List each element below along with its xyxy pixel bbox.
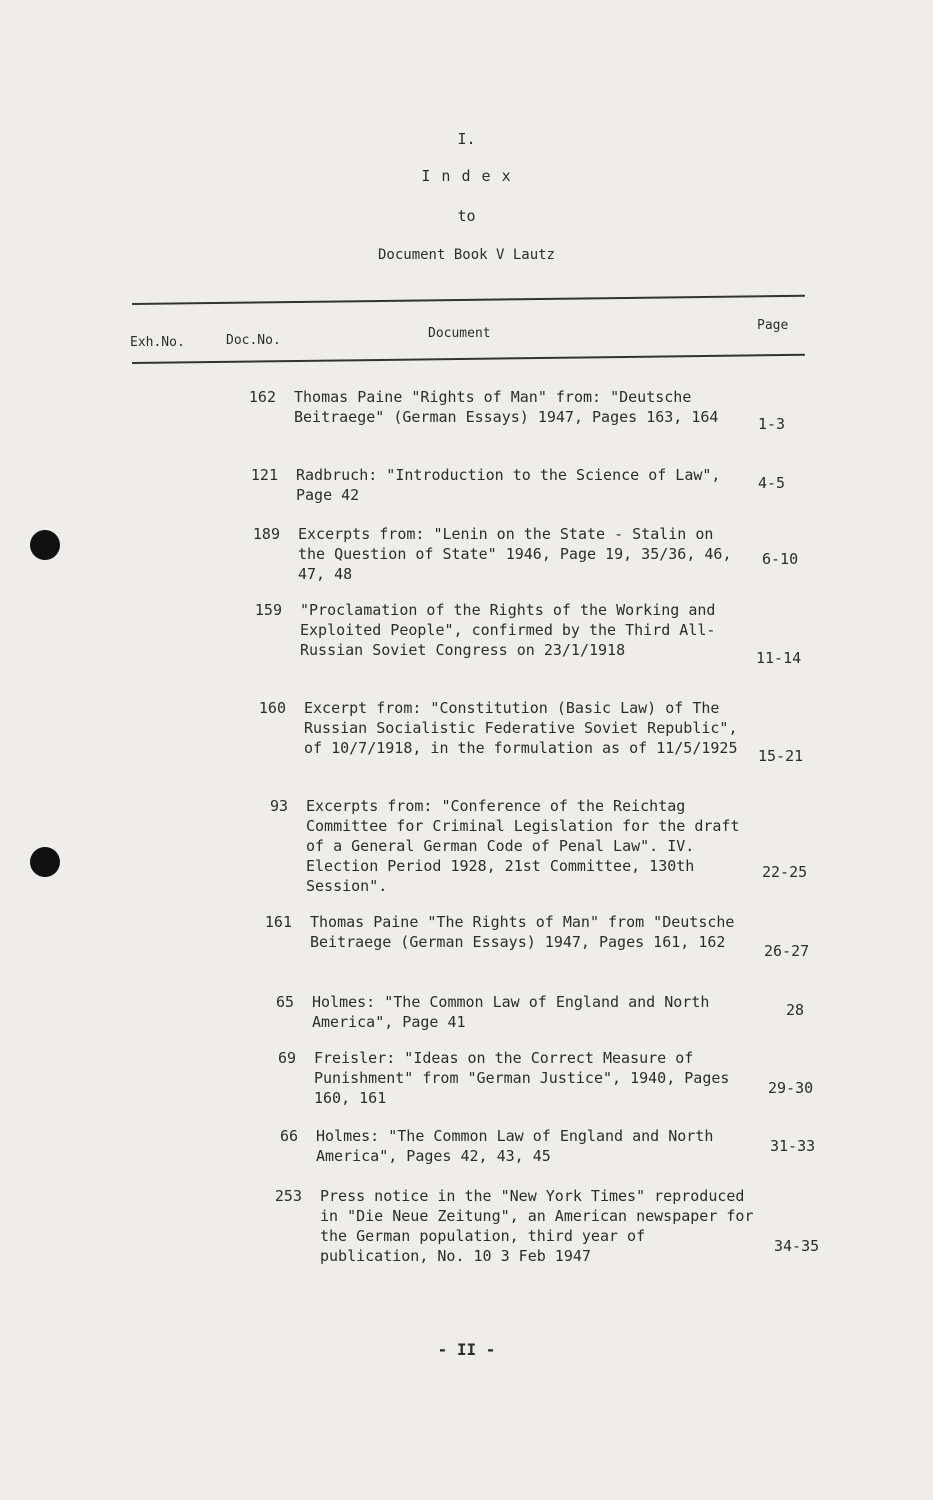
col-exh-no: Exh.No. bbox=[130, 335, 185, 350]
top-rule bbox=[132, 295, 805, 305]
entry-doc-no: 159 bbox=[254, 601, 282, 619]
entry-document: Excerpt from: "Constitution (Basic Law) of The Russian Socialistic Federative Soviet Republic", of 10/7/1918, in the formulation as of 11/5/1925 bbox=[304, 699, 738, 757]
entry-pages: 4-5 bbox=[758, 474, 786, 492]
entry-document: Freisler: "Ideas on the Correct Measure of Punishment" from "German Justice", 1940, Pages 160, 161 bbox=[314, 1049, 730, 1107]
entry-pages: 28 bbox=[786, 1001, 805, 1019]
entry-pages: 11-14 bbox=[756, 649, 802, 667]
entry-document: "Proclamation of the Rights of the Working and Exploited People", confirmed by the Third All-Russian Soviet Congress on 23/1/1918 bbox=[300, 601, 716, 659]
entry-pages: 29-30 bbox=[768, 1079, 814, 1097]
col-document: Document bbox=[428, 326, 491, 341]
entry-pages: 26-27 bbox=[764, 942, 810, 960]
entry-pages: 15-21 bbox=[758, 747, 804, 765]
entry-doc-no: 69 bbox=[277, 1049, 296, 1067]
entry-document: Holmes: "The Common Law of England and North America", Page 41 bbox=[312, 993, 710, 1031]
entry-doc-no: 160 bbox=[258, 699, 286, 717]
entry-document: Thomas Paine "The Rights of Man" from "Deutsche Beitraege (German Essays) 1947, Pages 161, 162 bbox=[310, 913, 735, 951]
entry-doc-no: 121 bbox=[250, 466, 278, 484]
entry-pages: 1-3 bbox=[758, 415, 786, 433]
page-number: - II - bbox=[437, 1340, 496, 1359]
header-book: Document Book V Lautz bbox=[377, 247, 555, 263]
entry-pages: 31-33 bbox=[770, 1137, 816, 1155]
punch-hole-bottom bbox=[30, 847, 60, 877]
entry-document: Radbruch: "Introduction to the Science of Law", Page 42 bbox=[296, 466, 721, 504]
entry-document: Holmes: "The Common Law of England and North America", Pages 42, 43, 45 bbox=[316, 1127, 714, 1165]
header-to: to bbox=[457, 207, 476, 225]
header-roman: I. bbox=[457, 130, 476, 148]
entry-doc-no: 253 bbox=[274, 1187, 302, 1205]
entry-document: Excerpts from: "Conference of the Reichtag Committee for Criminal Legislation for the draft of a General German Code of Penal Law". IV. Election Period 1928, 21st Committee, 130th Session". bbox=[306, 797, 740, 895]
entry-pages: 6-10 bbox=[762, 550, 799, 568]
punch-hole-top bbox=[30, 530, 60, 560]
entry-doc-no: 161 bbox=[264, 913, 292, 931]
col-doc-no: Doc.No. bbox=[226, 333, 281, 348]
header-rule bbox=[132, 354, 805, 364]
entry-document: Press notice in the "New York Times" reproduced in "Die Neue Zeitung", an American newspaper for the German population, third year of publication, No. 10 3 Feb 1947 bbox=[320, 1187, 754, 1265]
entry-doc-no: 93 bbox=[269, 797, 288, 815]
entry-document: Excerpts from: "Lenin on the State - Stalin on the Question of State" 1946, Page 19, 35/36, 46, 47, 48 bbox=[298, 525, 732, 583]
entry-document: Thomas Paine "Rights of Man" from: "Deutsche Beitraege" (German Essays) 1947, Pages 163, 164 bbox=[294, 388, 719, 426]
entry-doc-no: 189 bbox=[252, 525, 280, 543]
col-page: Page bbox=[757, 318, 789, 333]
entry-pages: 22-25 bbox=[762, 863, 808, 881]
entry-pages: 34-35 bbox=[774, 1237, 820, 1255]
header-index: I n d e x bbox=[421, 167, 512, 185]
entry-doc-no: 66 bbox=[279, 1127, 298, 1145]
entry-doc-no: 162 bbox=[248, 388, 276, 406]
entry-doc-no: 65 bbox=[275, 993, 294, 1011]
